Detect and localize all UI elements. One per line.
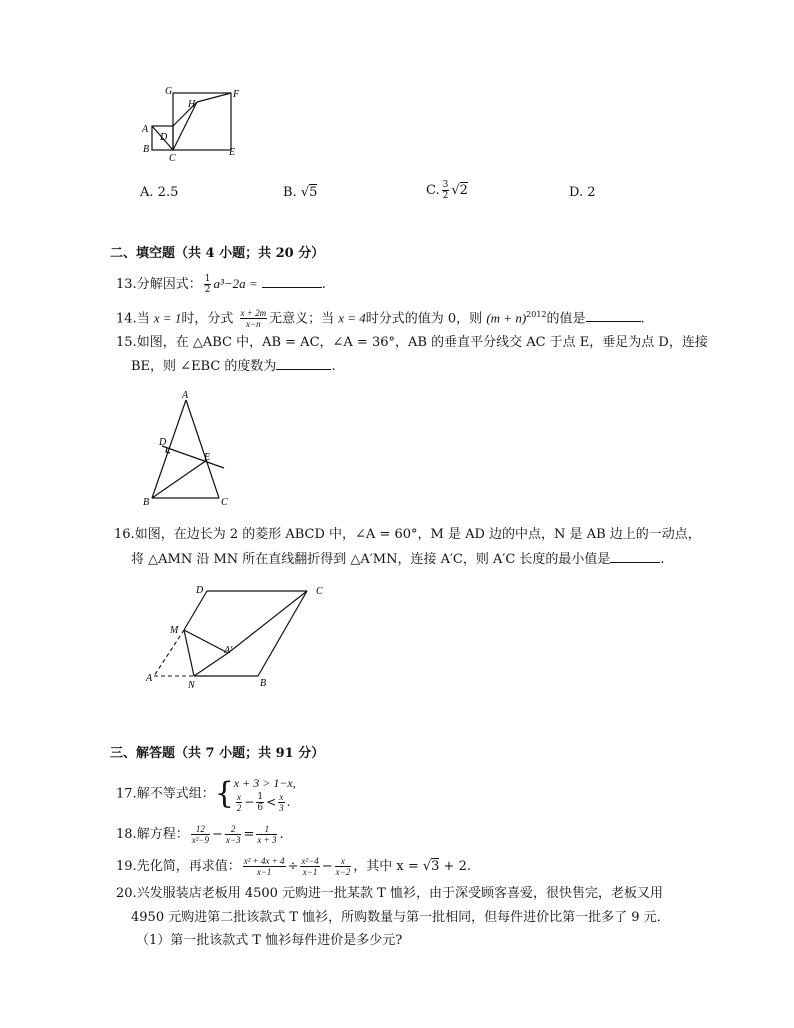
question-20: 20.兴发服装店老板用 4500 元购进一批某款 T 恤衫，由于深受顾客喜爱，很快售完，老板又用 [116,886,663,901]
label-f: F [233,89,240,100]
question-16: 16.如图，在边长为 2 的菱形 ABCD 中，∠A = 60°，M 是 AD 边的中点，N 是 AB 边上的一动点， [114,527,701,542]
fig16-label-n: N [188,680,195,691]
answer-blank-14[interactable] [586,309,641,322]
figure-triangle [140,388,240,508]
label-g: G [165,86,173,97]
label-c: C [169,153,176,164]
answer-blank-16[interactable] [610,550,660,563]
section-heading-fill-blank: 二、填空题（共 4 小题；共 20 分） [110,246,325,261]
figure-rectangle [140,85,250,165]
question-16-line2: 将 △AMN 沿 MN 所在直线翻折得到 △A′MN，连接 A′C，则 A′C 长度的最小值是 . [131,552,665,567]
fig16-label-a: A [146,673,153,684]
question-14: 14.当 x = 1时，分式 $\frac{x + 2m}{x-n}$ 无意义；当 x = 4时分式的值为 0，则 $(m + n)^{2012}$的值是 . [116,308,645,330]
question-15: 15.如图，在 △ABC 中，AB = AC，∠A = 36°，AB 的垂直平分线交 AC 于点 E，垂足为点 D，连接 [116,335,708,350]
label-h: H [188,99,196,110]
choice-c[interactable]: C. $\frac{3}{2}$ √2 [426,180,468,201]
fig16-label-a-prime: A′ [224,645,233,656]
choice-a[interactable]: A. 2.5 [140,185,179,200]
fig16-label-b: B [260,678,267,689]
fig15-label-e: E [204,452,211,463]
choice-b[interactable]: B. √5 [283,185,318,200]
question-18: 18.解方程： $\frac{12}{\text{x²−9}}$ − $\frac{2}{x-3}$ = $\frac{1}{x + 3}$ . [116,824,284,845]
choice-d[interactable]: D. 2 [569,185,596,200]
question-15-line2: BE，则 ∠EBC 的度数为 . [131,359,336,374]
fig15-label-a: A [182,390,189,401]
question-20-line2: 4950 元购进第二批该款式 T 恤衫，所购数量与第一批相同，但每件进价比第一批多了 9 元． [131,910,670,925]
answer-blank-15[interactable] [276,357,331,370]
label-b: B [143,144,150,155]
fig16-label-m: M [170,625,179,636]
answer-blank-13[interactable] [262,275,322,288]
fig16-label-d: D [196,585,204,596]
question-17: 17.解不等式组：{x + 3 > 1−x, $\frac{x}{2}$ − $\frac{1}{6}$ < $\frac{x}{3}$ . [116,776,296,813]
fig15-label-d: D [159,437,167,448]
label-e: E [229,147,236,158]
fig16-label-c: C [316,586,323,597]
label-d: D [160,132,168,143]
label-a: A [142,124,149,135]
fig15-label-b: B [143,497,150,508]
section-heading-solve: 三、解答题（共 7 小题；共 91 分） [110,746,325,761]
question-19: 19.先化简，再求值： $\frac{\text{x² + 4x + 4}}{x-1}$ ÷ $\frac{\text{x²−4}}{x-1}$ − $\frac{x}{x-2}$ ，其中 x = √3 + 2. [116,856,471,877]
fig15-label-c: C [221,497,228,508]
question-13: 13.分解因式： $\frac{1}{2}$ a³−2a = . [116,274,326,295]
figure-rhombus [140,580,340,695]
question-20-sub1: （1）第一批该款式 T 恤衫每件进价是多少元? [136,933,403,948]
